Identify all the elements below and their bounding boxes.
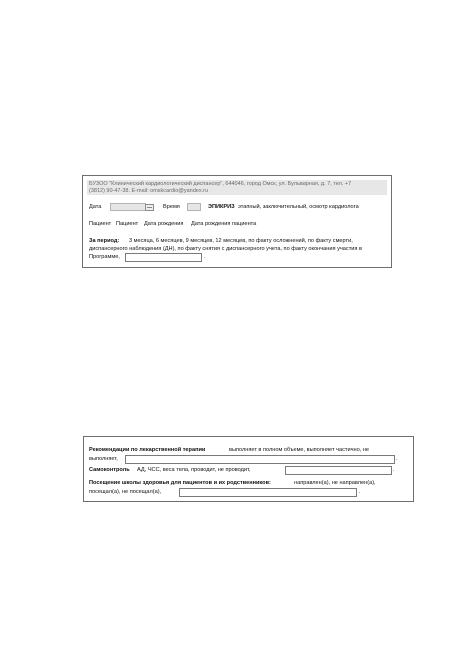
self-control-input[interactable] [285, 466, 392, 475]
calendar-icon[interactable] [145, 204, 154, 211]
drug-therapy-options[interactable]: выполняет в полном объеме, выполняет частично, не [229, 447, 370, 453]
clinic-info-line1: БУЗОО "Клинический кардиологический диспансер", 644046, город Омск, ул. Бульварная, д. 7, тел. +7 [89, 181, 352, 187]
period-options-line1[interactable]: 3 месяца, 6 месяцев, 9 месяцев, 12 месяцев, по факту осложнений, по факту смерти, [129, 238, 353, 244]
epicrisis-header-form [82, 175, 392, 268]
epicrisis-type-options[interactable]: этапный, заключительный, осмотр кардиолога [238, 204, 359, 210]
clinic-info-header [87, 180, 387, 195]
birth-date-label: Дата рождения [144, 221, 184, 227]
recommendations-form [83, 436, 414, 502]
drug-therapy-end-dot: . [396, 455, 398, 462]
date-label: Дата [89, 204, 102, 210]
drug-therapy-options-line2[interactable]: выполняет, [89, 455, 118, 462]
patient-value: Пациент [116, 221, 139, 227]
drug-therapy-input[interactable] [125, 455, 395, 464]
date-input[interactable] [110, 203, 146, 211]
period-other-input[interactable] [125, 253, 202, 262]
health-school-end-dot: . [359, 488, 361, 495]
patient-label: Пациент [89, 221, 112, 227]
health-school-options-line2[interactable]: посещал(а), не посещал(а), [89, 488, 162, 495]
health-school-input[interactable] [179, 488, 357, 497]
period-options-line2[interactable]: диспансерного наблюдения (ДН), по факту снятия с диспансерного учета, по факту окончания участия в [89, 245, 362, 252]
drug-therapy-label: Рекомендации по лекарственной терапии [89, 447, 206, 453]
self-control-end-dot: . [393, 467, 395, 473]
period-options-line3[interactable]: Программе, [89, 254, 120, 260]
time-input[interactable] [187, 203, 201, 211]
health-school-options[interactable]: направлен(а), не направлен(а), [294, 480, 376, 486]
period-end-dot: . [204, 254, 206, 260]
epicrisis-title: ЭПИКРИЗ [208, 204, 235, 210]
time-label: Время [163, 204, 180, 210]
health-school-label: Посещение школы здоровья для пациентов и их родственников: [89, 480, 271, 486]
clinic-info-line2: (3812) 90-47-38. E-mail: omskcardio@yandex.ru [89, 188, 208, 194]
self-control-label: Самоконтроль [89, 467, 130, 473]
self-control-options[interactable]: АД, ЧСС, веса тела, проводит, не проводит, [137, 467, 251, 473]
birth-date-value: Дата рождения пациента [191, 221, 257, 227]
period-label: За период: [89, 238, 120, 244]
